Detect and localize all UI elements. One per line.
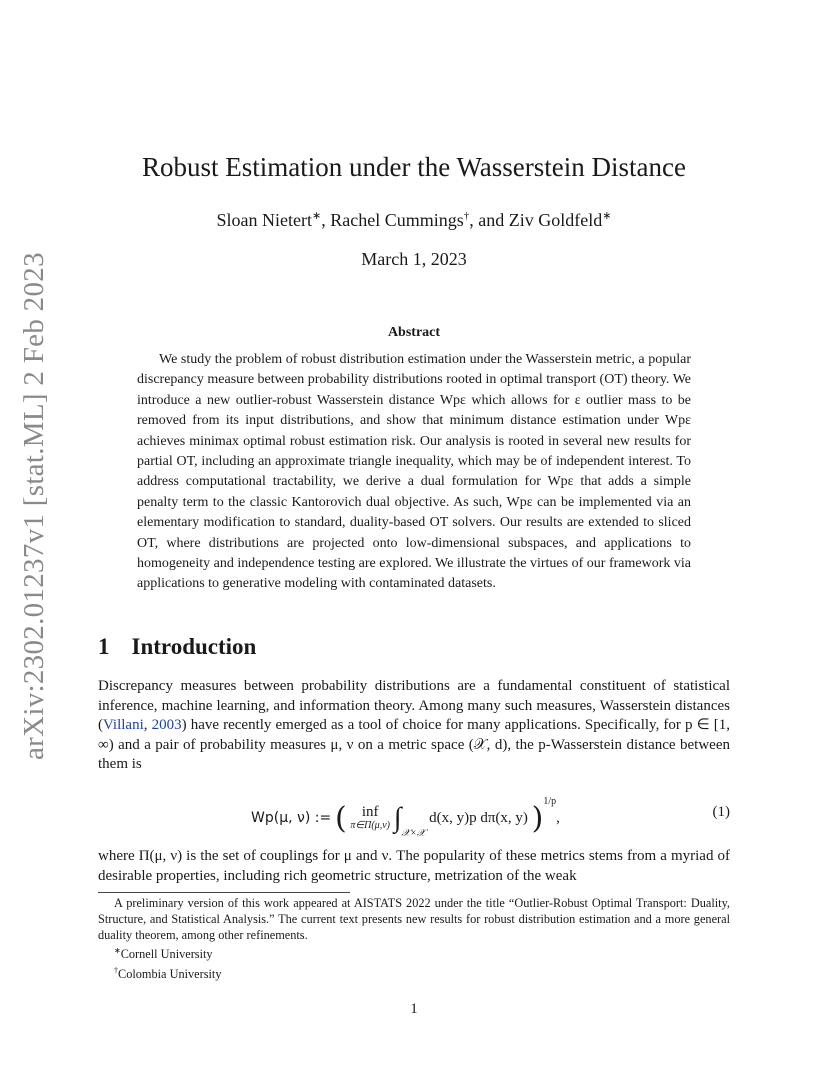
footnote-text: Cornell University	[120, 947, 213, 962]
author-list	[0, 209, 828, 231]
outer-exponent: 1/p	[543, 796, 557, 807]
publication-date: March 1, 2023	[361, 249, 467, 269]
section-title: Introduction	[131, 634, 257, 659]
abstract-body	[137, 350, 691, 595]
equation-math	[251, 796, 560, 839]
abstract-heading: Abstract	[387, 325, 441, 340]
intro-paragraph	[98, 677, 730, 775]
arxiv-identifier-stamp[interactable]: arXiv:2302.01237v1 [stat.ML] 2 Feb 2023	[18, 252, 50, 760]
infimum-subscript: π∈Π(μ,ν)	[350, 819, 390, 831]
left-paren: (	[334, 801, 347, 837]
footnote-mark: ∗	[114, 946, 121, 956]
footnotes	[98, 896, 730, 983]
intro-text: Discrepancy measures between probability distributions are a fundamental constituent of statistical inference, machine learning, and information theory. Among many such measures, Wasserstein distances (	[98, 678, 730, 734]
post-equation-text: where Π(μ, ν) is the set of couplings for μ and ν. The popularity of these metrics stems from a myriad of desirable properties, including rich geometric structure, metrization of the weak	[98, 848, 730, 884]
affiliation-mark[interactable]: †	[463, 210, 470, 222]
section-number: 1	[98, 634, 110, 659]
integral-domain: 𝒳×𝒳	[401, 828, 426, 839]
equation-number: (1)	[712, 804, 730, 820]
affiliation-mark[interactable]: ∗	[602, 210, 612, 222]
footnote-text: Colombia University	[118, 967, 222, 982]
citation-separator: ,	[143, 717, 152, 734]
author-name: Rachel Cummings	[330, 210, 464, 230]
post-equation-paragraph	[98, 847, 730, 886]
footnote-affiliation	[98, 963, 730, 983]
paper-title: Robust Estimation under the Wasserstein Distance	[142, 152, 686, 182]
infimum-label: inf	[361, 803, 379, 820]
integrand: d(x, y)p dπ(x, y)	[429, 810, 528, 826]
equation-lhs: Wp(μ, ν) :=	[251, 810, 332, 826]
footnote-divider	[98, 892, 350, 893]
footnote-preliminary: A preliminary version of this work appeared at AISTATS 2022 under the title “Outlier-Robust Optimal Transport: Duality, Structure, and Statistical Analysis.” The current text presents new results for robust distribution estimation and a more general duality theorem, among other refinements.	[98, 896, 730, 942]
abstract-paragraph: We study the problem of robust distribution estimation under the Wasserstein metric, a popular discrepancy measure between probability distributions rooted in optimal transport (OT) theory. We introduce a new outlier-robust Wasserstein distance Wpε which allows for ε outlier mass to be removed from its input distributions, and show that minimum distance estimation under Wpε achieves minimax optimal robust estimation risk. Our analysis is rooted in several new results for partial OT, including an approximate triangle inequality, which may be of independent interest. To address computational tractability, we derive a dual formulation for Wpε that adds a simple penalty term to the classic Kantorovich dual objective. As such, Wpε can be implemented via an elementary modification to standard, duality-based OT solvers. Our results are extended to sliced OT, where distributions are projected onto low-dimensional subspaces, and applications to homogeneity and independence testing are explored. We illustrate the virtues of our framework via applications to generative modeling with contaminated datasets.	[137, 352, 691, 592]
citation-year-link[interactable]: 2003	[151, 717, 182, 734]
page-number: 1	[410, 1001, 418, 1017]
integral-sign: ∫	[393, 802, 402, 834]
equation-block	[98, 786, 730, 838]
equation-trail: ,	[556, 810, 560, 826]
author-name: Sloan Nietert	[216, 210, 313, 230]
intro-text: ) have recently emerged as a tool of choice for many applications. Specifically, for p ∈ [1, ∞) and a pair of probability measures μ, ν on a metric space (𝒳, d), the p-Wasserstein distance between them is	[98, 717, 731, 773]
right-paren: )	[531, 801, 544, 837]
author-name: Ziv Goldfeld	[508, 210, 603, 230]
infimum	[350, 805, 390, 833]
affiliation-mark[interactable]: ∗	[312, 210, 322, 222]
citation-link[interactable]: Villani	[103, 717, 144, 734]
section-heading	[98, 634, 256, 660]
footnote-affiliation	[98, 943, 730, 963]
author-separator: , and	[469, 210, 509, 230]
footnote-mark: †	[114, 966, 118, 976]
author-separator: ,	[321, 210, 331, 230]
